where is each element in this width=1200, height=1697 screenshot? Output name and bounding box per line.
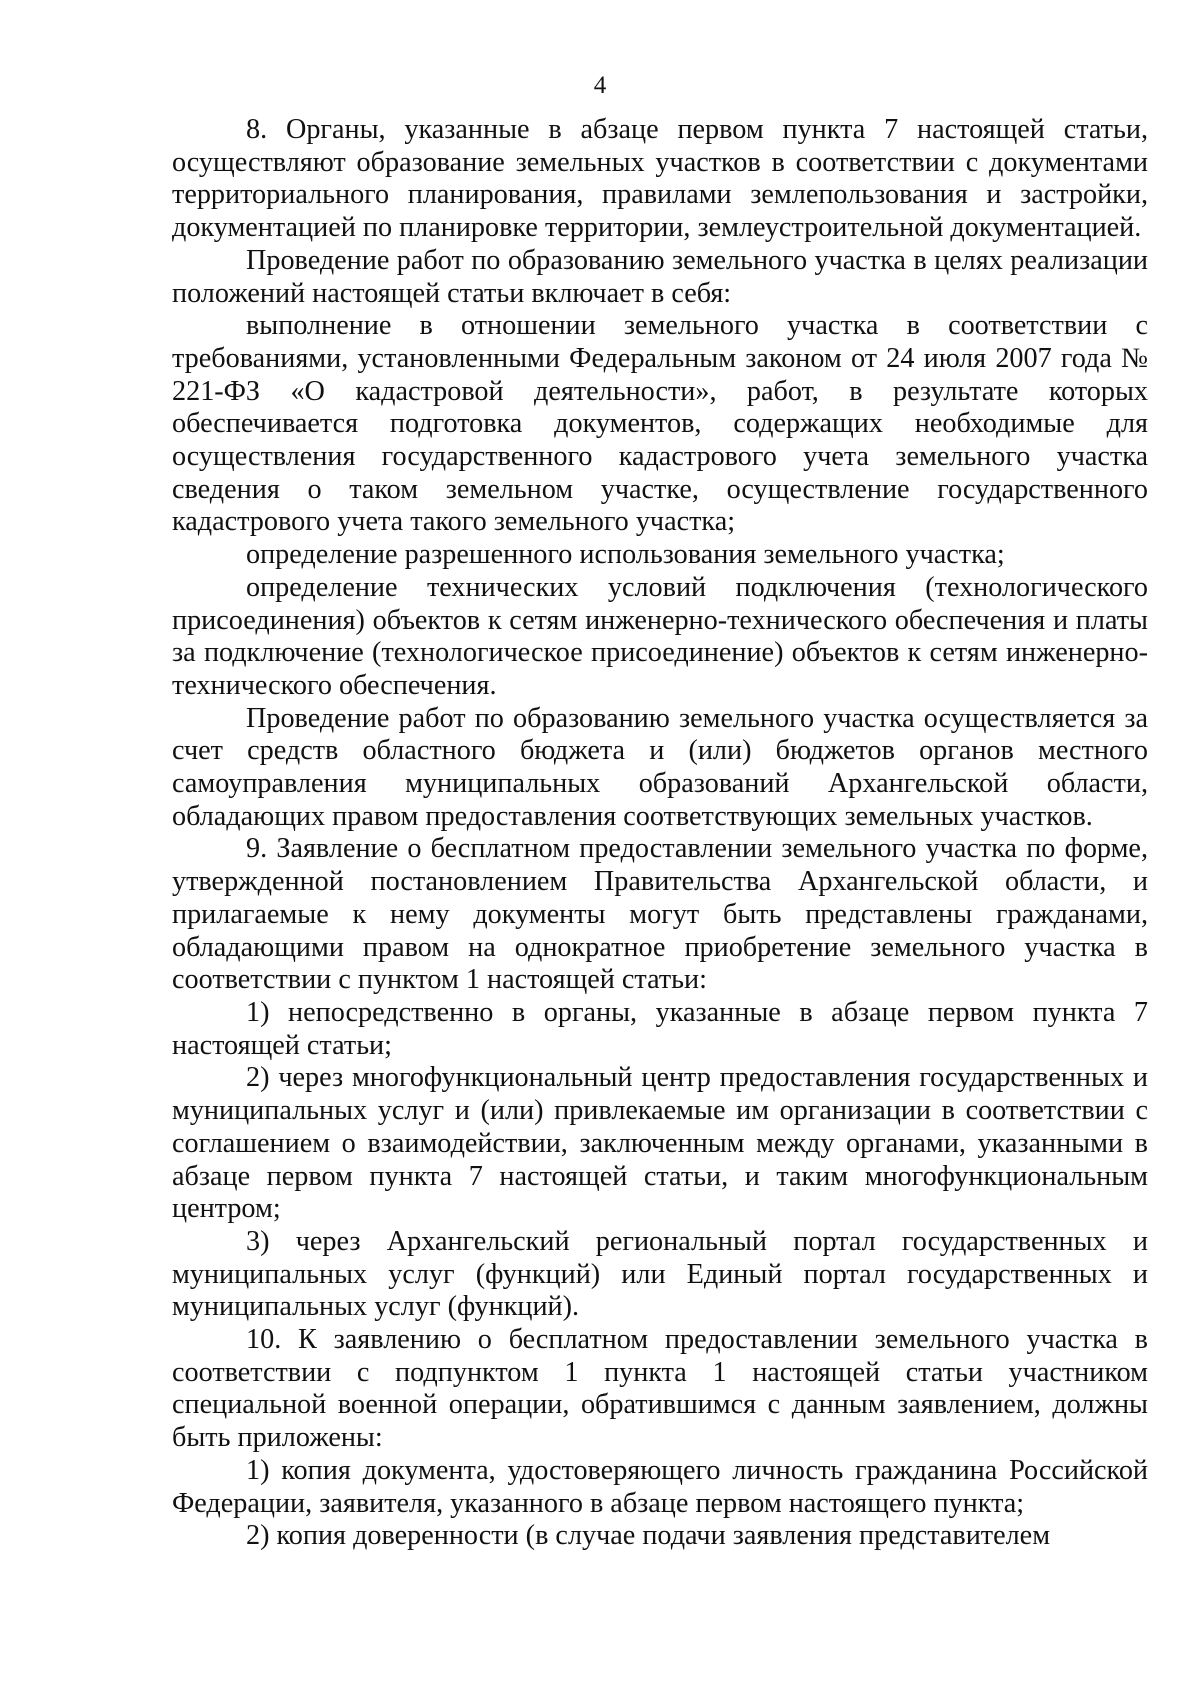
paragraph-technical-conditions: определение технических условий подключения (технологического присоединения) объектов к сетям инженерно-технического обеспечения и платы за подключение (технологическое присоединение) объектов к сетям инженерно-технического обеспечения. xyxy=(172,571,1148,701)
paragraph-permitted-use: определение разрешенного использования земельного участка; xyxy=(246,539,1005,571)
paragraph-9-application: 9. Заявление о бесплатном предоставлении земельного участка по форме, утвержденной постановлением Правительства Архангельской области, и прилагаемые к нему документы могут быть представлены гражданами, обладающими правом на однократное приобретение земельного участка в соответствии с пунктом 1 настоящей статьи: xyxy=(172,833,1148,996)
page-number: 4 xyxy=(593,72,607,99)
list-item-10-1: 1) копия документа, удостоверяющего личность гражданина Российской Федерации, заявителя, указанного в абзаце первом настоящего пункта; xyxy=(172,1454,1148,1519)
list-item-9-2: 2) через многофункциональный центр предоставления государственных и муниципальных услуг и (или) привлекаемые им организации в соответствии с соглашением о взаимодействии, заключенным между органами, указанными в абзаце первом пункта 7 настоящей статьи, и таким многофункциональным центром; xyxy=(172,1062,1148,1225)
paragraph-works-include: Проведение работ по образованию земельного участка в целях реализации положений настоящей статьи включает в себя: xyxy=(172,244,1148,309)
paragraph-8-organs: 8. Органы, указанные в абзаце первом пункта 7 настоящей статьи, осуществляют образование земельных участков в соответствии с документами территориального планирования, правилами землепользования и застройки, документацией по планировке территории, землеустроительной документацией. xyxy=(172,114,1148,244)
paragraph-cadastral-works: выполнение в отношении земельного участка в соответствии с требованиями, установленными Федеральным законом от 24 июля 2007 года № 221-ФЗ «О кадастровой деятельности», работ, в результате которых обеспечивается подготовка документов, содержащих необходимые для осуществления государственного кадастрового учета земельного участка сведения о таком земельном участке, осуществление государственного кадастрового учета такого земельного участка; xyxy=(172,310,1148,538)
list-item-9-1: 1) непосредственно в органы, указанные в абзаце первом пункта 7 настоящей статьи; xyxy=(172,996,1148,1061)
document-body xyxy=(172,114,1148,1553)
list-item-9-3: 3) через Архангельский региональный портал государственных и муниципальных услуг (функций) или Единый портал государственных и муниципальных услуг (функций). xyxy=(172,1225,1148,1323)
paragraph-10-attachments: 10. К заявлению о бесплатном предоставлении земельного участка в соответствии с подпунктом 1 пункта 1 настоящей статьи участником специальной военной операции, обратившимся с данным заявлением, должны быть приложены: xyxy=(172,1324,1148,1454)
paragraph-funding: Проведение работ по образованию земельного участка осуществляется за счет средств областного бюджета и (или) бюджетов органов местного самоуправления муниципальных образований Архангельской области, обладающих правом предоставления соответствующих земельных участков. xyxy=(172,702,1148,832)
list-item-10-2: 2) копия доверенности (в случае подачи заявления представителем xyxy=(246,1520,1051,1552)
